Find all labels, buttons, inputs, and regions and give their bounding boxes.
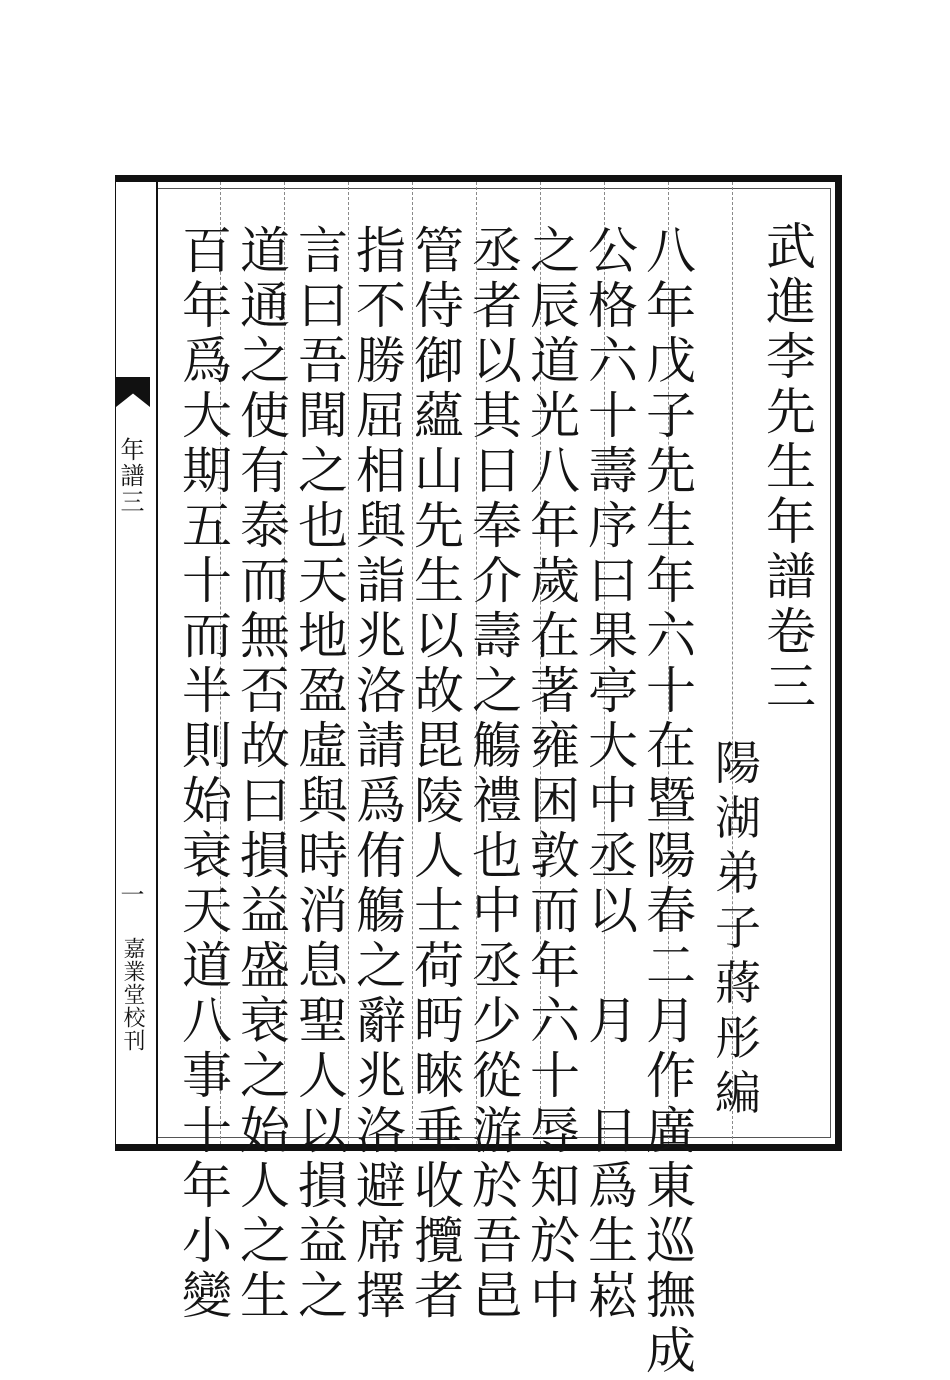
- text-char: 請: [356, 717, 406, 775]
- text-char: 指: [356, 222, 406, 280]
- text-char: 壽: [472, 607, 522, 665]
- text-char: 通: [240, 277, 290, 335]
- text-char: 衰: [240, 992, 290, 1050]
- text-char: 八: [182, 992, 232, 1050]
- title-char: 年: [766, 493, 816, 551]
- text-char: [584, 939, 642, 994]
- banxin-label: 年譜三: [116, 437, 144, 515]
- text-char: 擇: [356, 1267, 406, 1325]
- text-char: 亭: [588, 662, 638, 720]
- author-attribution: [709, 727, 767, 1120]
- text-char: 荷: [414, 937, 464, 995]
- text-char: 六: [588, 332, 638, 390]
- book-title: [762, 220, 820, 715]
- text-char: 垂: [414, 1102, 464, 1160]
- text-char: 陽: [646, 827, 696, 885]
- text-char: 者: [472, 277, 522, 335]
- page-frame: [115, 175, 842, 1380]
- attribution-char: 蔣: [715, 956, 761, 1010]
- text-char: 之: [356, 937, 406, 995]
- text-char: 半: [182, 662, 232, 720]
- text-char: 天: [298, 552, 348, 610]
- text-char: 年: [530, 937, 580, 995]
- text-char: 洛: [356, 662, 406, 720]
- text-char: 觴: [472, 717, 522, 775]
- text-char: 大: [588, 717, 638, 775]
- text-char: 觴: [356, 882, 406, 940]
- text-char: 從: [472, 1047, 522, 1105]
- text-char: 六: [646, 607, 696, 665]
- text-char: 年: [182, 1157, 232, 1215]
- text-char: 道: [530, 332, 580, 390]
- title-char: 李: [766, 328, 816, 386]
- text-char: 與: [298, 772, 348, 830]
- text-char: 也: [472, 827, 522, 885]
- title-char: 武: [766, 218, 816, 276]
- text-char: 衰: [182, 827, 232, 885]
- text-char: 八: [530, 442, 580, 500]
- text-char: 丞: [588, 827, 638, 885]
- text-char: 損: [240, 827, 290, 885]
- text-char: 言: [298, 222, 348, 280]
- text-char: 十: [182, 1102, 232, 1160]
- text-char: 天: [182, 882, 232, 940]
- text-char: 之: [298, 1267, 348, 1325]
- text-char: 席: [356, 1212, 406, 1270]
- text-char: 變: [182, 1267, 232, 1325]
- text-char: 虛: [298, 717, 348, 775]
- text-char: 期: [182, 442, 232, 500]
- text-char: 有: [240, 442, 290, 500]
- text-char: 始: [182, 772, 232, 830]
- text-char: 無: [240, 607, 290, 665]
- text-char: 生: [240, 1267, 290, 1325]
- text-char: 年: [646, 552, 696, 610]
- text-char: 禮: [472, 772, 522, 830]
- text-char: 兆: [356, 1047, 406, 1105]
- text-char: 益: [240, 882, 290, 940]
- text-char: 月: [646, 992, 696, 1050]
- text-char: 少: [472, 992, 522, 1050]
- text-char: 屈: [356, 387, 406, 445]
- text-column: [468, 224, 526, 1324]
- text-char: 泰: [240, 497, 290, 555]
- text-char: 月: [588, 992, 638, 1050]
- text-char: 曰: [240, 772, 290, 830]
- text-char: 事: [182, 1047, 232, 1105]
- text-char: 歲: [530, 552, 580, 610]
- text-char: 避: [356, 1157, 406, 1215]
- text-char: 戊: [646, 332, 696, 390]
- text-char: 盛: [240, 937, 290, 995]
- text-char: [584, 1049, 642, 1104]
- text-char: 相: [356, 442, 406, 500]
- text-char: 十: [530, 1047, 580, 1105]
- title-char: 生: [766, 438, 816, 496]
- text-char: 五: [182, 497, 232, 555]
- text-char: 生: [414, 552, 464, 610]
- text-char: 侑: [356, 827, 406, 885]
- text-char: 二: [646, 937, 696, 995]
- text-char: 成: [646, 1322, 696, 1380]
- text-char: 息: [298, 937, 348, 995]
- attribution-char: 湖: [715, 791, 761, 845]
- text-char: 果: [588, 607, 638, 665]
- text-char: 在: [530, 607, 580, 665]
- text-char: 而: [240, 552, 290, 610]
- text-char: 日: [472, 442, 522, 500]
- text-char: 崧: [588, 1267, 638, 1325]
- text-char: 者: [414, 1267, 464, 1325]
- text-char: 在: [646, 717, 696, 775]
- title-char: 先: [766, 383, 816, 441]
- text-char: 格: [588, 277, 638, 335]
- text-char: 陵: [414, 772, 464, 830]
- text-char: 丞: [472, 222, 522, 280]
- title-char: 三: [766, 658, 816, 716]
- text-char: 十: [588, 387, 638, 445]
- text-char: 收: [414, 1157, 464, 1215]
- text-char: 吾: [472, 1212, 522, 1270]
- text-char: 日: [588, 1102, 638, 1160]
- text-char: 其: [472, 387, 522, 445]
- text-char: 十: [182, 552, 232, 610]
- text-char: 而: [182, 607, 232, 665]
- text-char: 吾: [298, 332, 348, 390]
- text-char: 雍: [530, 717, 580, 775]
- text-char: 故: [414, 662, 464, 720]
- text-char: 人: [240, 1157, 290, 1215]
- text-char: 辱: [530, 1102, 580, 1160]
- text-char: 毘: [414, 717, 464, 775]
- text-char: 丞: [472, 937, 522, 995]
- banxin-center-strip: [116, 182, 156, 1144]
- text-char: 中: [530, 1267, 580, 1325]
- text-char: 以: [414, 607, 464, 665]
- text-char: 則: [182, 717, 232, 775]
- text-column: [410, 224, 468, 1324]
- text-char: 而: [530, 882, 580, 940]
- text-char: 生: [588, 1212, 638, 1270]
- text-char: 曰: [298, 277, 348, 335]
- attribution-char: 編: [715, 1066, 761, 1120]
- text-char: 暨: [646, 772, 696, 830]
- text-char: 作: [646, 1047, 696, 1105]
- text-char: 始: [240, 1102, 290, 1160]
- text-char: 蘊: [414, 387, 464, 445]
- text-char: 序: [588, 497, 638, 555]
- text-char: 中: [588, 772, 638, 830]
- text-char: 侍: [414, 277, 464, 335]
- text-char: 兆: [356, 607, 406, 665]
- text-char: 於: [472, 1157, 522, 1215]
- title-char: 卷: [766, 603, 816, 661]
- text-char: 以: [472, 332, 522, 390]
- text-char: 爲: [588, 1157, 638, 1215]
- text-char: 之: [240, 1047, 290, 1105]
- text-char: 眄: [414, 992, 464, 1050]
- text-char: 光: [530, 387, 580, 445]
- text-char: 辰: [530, 277, 580, 335]
- text-char: 辭: [356, 992, 406, 1050]
- text-char: 八: [646, 222, 696, 280]
- text-char: 睞: [414, 1047, 464, 1105]
- text-char: 益: [298, 1212, 348, 1270]
- banxin-page-number: 一: [116, 882, 144, 906]
- text-char: 壽: [588, 442, 638, 500]
- text-char: 曰: [588, 552, 638, 610]
- text-char: 先: [414, 497, 464, 555]
- text-char: 大: [182, 387, 232, 445]
- text-char: 六: [530, 992, 580, 1050]
- text-char: 生: [646, 497, 696, 555]
- text-char: 消: [298, 882, 348, 940]
- text-char: 之: [472, 662, 522, 720]
- text-char: 游: [472, 1102, 522, 1160]
- fishtail-mark: [116, 377, 150, 407]
- text-column: [294, 224, 352, 1324]
- text-char: 山: [414, 442, 464, 500]
- text-char: 與: [356, 497, 406, 555]
- text-char: 不: [356, 277, 406, 335]
- text-column: [236, 224, 294, 1324]
- text-char: 敦: [530, 827, 580, 885]
- text-char: 之: [240, 1212, 290, 1270]
- text-char: 之: [298, 442, 348, 500]
- text-column: [584, 224, 642, 1324]
- text-char: 洛: [356, 1102, 406, 1160]
- text-char: 介: [472, 552, 522, 610]
- text-char: 年: [182, 277, 232, 335]
- text-char: 時: [298, 827, 348, 885]
- text-char: 撫: [646, 1267, 696, 1325]
- text-char: 於: [530, 1212, 580, 1270]
- text-char: 著: [530, 662, 580, 720]
- text-char: 盈: [298, 662, 348, 720]
- text-char: 否: [240, 662, 290, 720]
- text-char: 人: [298, 1047, 348, 1105]
- text-char: 公: [588, 222, 638, 280]
- attribution-char: 弟: [715, 846, 761, 900]
- text-char: 也: [298, 497, 348, 555]
- text-char: 道: [182, 937, 232, 995]
- text-char: 困: [530, 772, 580, 830]
- text-char: 巡: [646, 1212, 696, 1270]
- text-column: [178, 224, 236, 1324]
- attribution-char: 子: [715, 901, 761, 955]
- text-char: 故: [240, 717, 290, 775]
- text-char: 道: [240, 222, 290, 280]
- text-char: 爲: [356, 772, 406, 830]
- text-char: 之: [530, 222, 580, 280]
- text-char: 子: [646, 387, 696, 445]
- text-char: 中: [472, 882, 522, 940]
- text-char: 攬: [414, 1212, 464, 1270]
- text-char: 御: [414, 332, 464, 390]
- banxin-publisher: 嘉業堂校刊: [120, 937, 145, 1052]
- text-column: [642, 224, 700, 1379]
- text-char: 士: [414, 882, 464, 940]
- text-char: 十: [646, 662, 696, 720]
- text-char: 使: [240, 387, 290, 445]
- text-column: [352, 224, 410, 1324]
- text-char: 年: [530, 497, 580, 555]
- text-char: 之: [240, 332, 290, 390]
- text-column: [526, 224, 584, 1324]
- text-char: 損: [298, 1157, 348, 1215]
- text-char: 百: [182, 222, 232, 280]
- text-char: 奉: [472, 497, 522, 555]
- text-char: 邑: [472, 1267, 522, 1325]
- text-char: 知: [530, 1157, 580, 1215]
- text-char: 廣: [646, 1102, 696, 1160]
- title-char: 進: [766, 273, 816, 331]
- text-char: 地: [298, 607, 348, 665]
- text-char: 人: [414, 827, 464, 885]
- attribution-char: 彤: [715, 1011, 761, 1065]
- banxin-divider: [156, 182, 158, 1144]
- text-char: 年: [646, 277, 696, 335]
- text-char: 小: [182, 1212, 232, 1270]
- text-char: 春: [646, 882, 696, 940]
- text-char: 先: [646, 442, 696, 500]
- text-char: 管: [414, 222, 464, 280]
- attribution-char: 陽: [715, 736, 761, 790]
- text-char: 以: [588, 882, 638, 940]
- text-char: 聞: [298, 387, 348, 445]
- text-char: 聖: [298, 992, 348, 1050]
- title-char: 譜: [766, 548, 816, 606]
- text-char: 詣: [356, 552, 406, 610]
- text-char: 爲: [182, 332, 232, 390]
- text-char: 以: [298, 1102, 348, 1160]
- text-char: 東: [646, 1157, 696, 1215]
- text-char: 勝: [356, 332, 406, 390]
